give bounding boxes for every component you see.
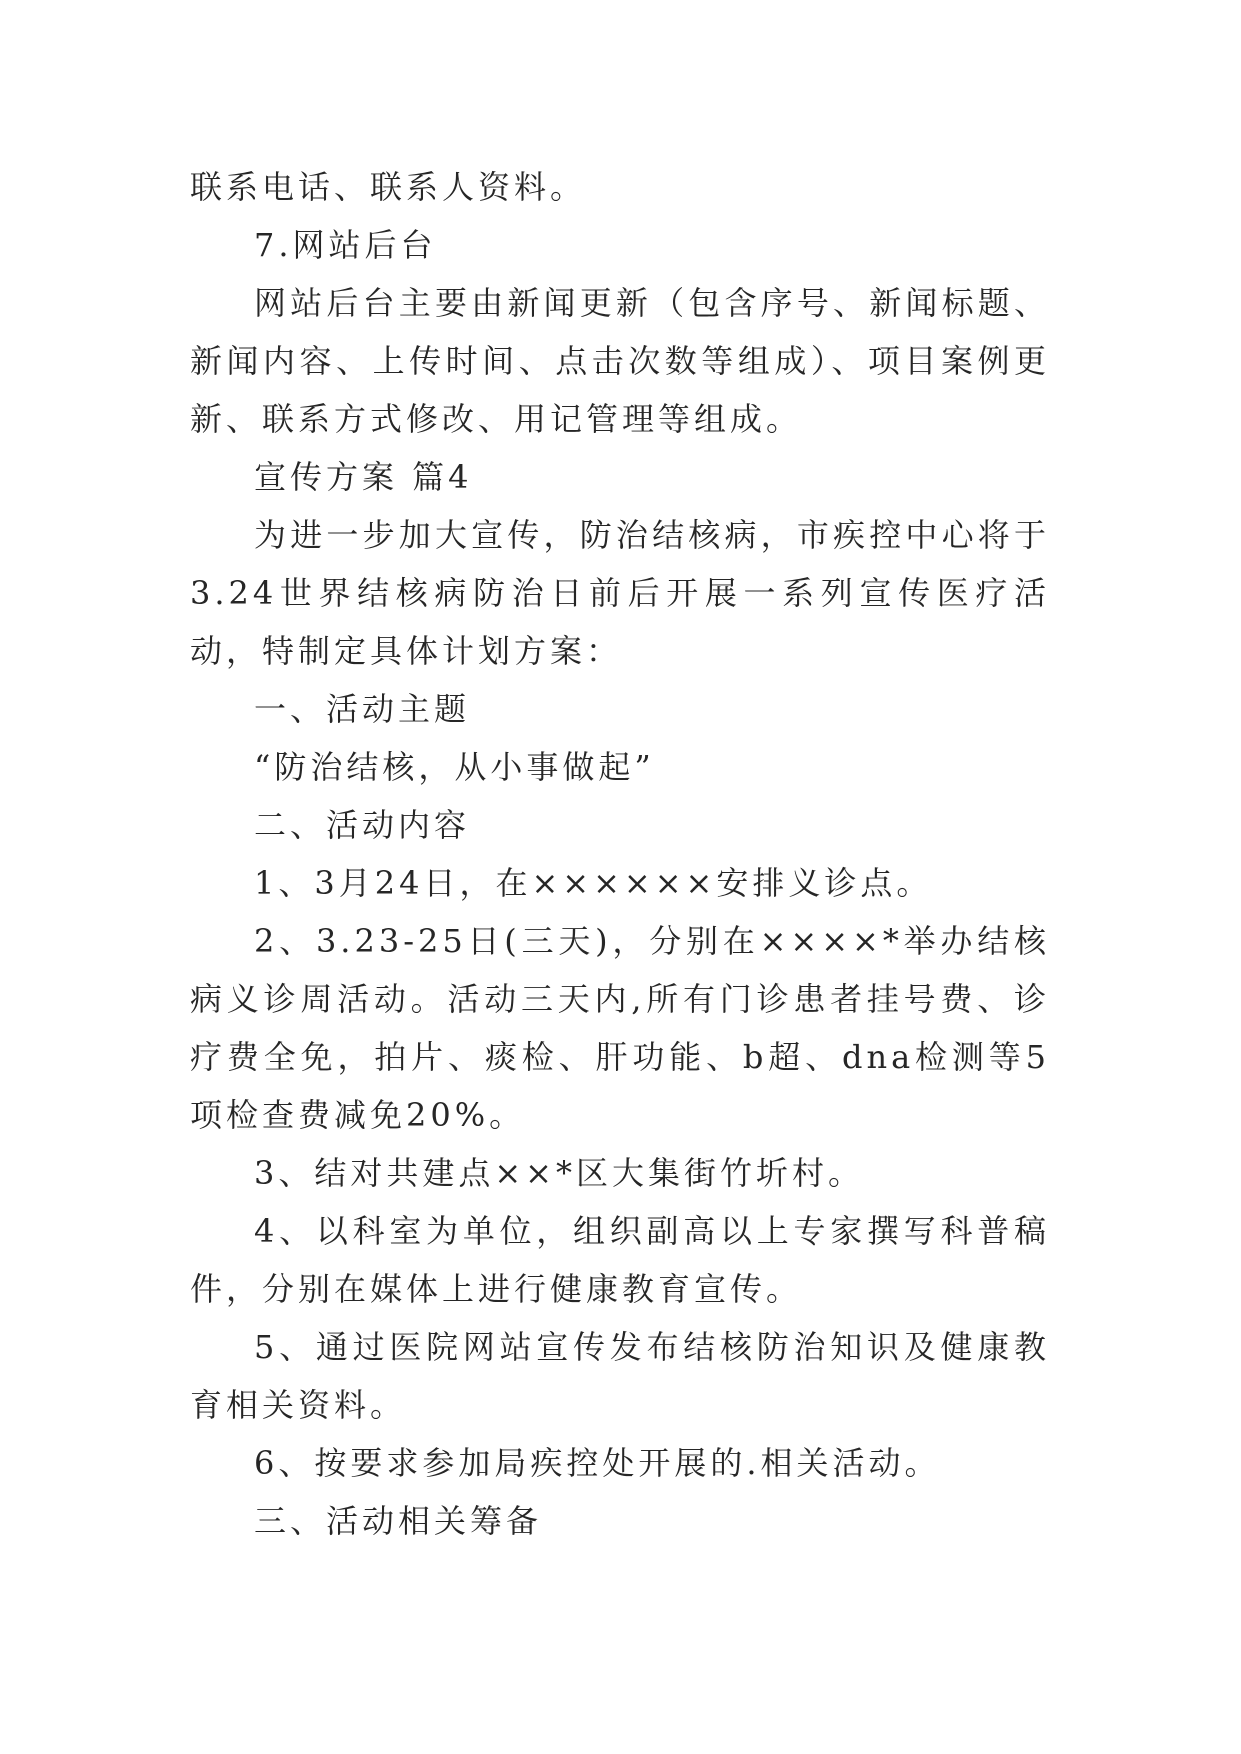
list-item-1: 1、3月24日，在××××××安排义诊点。: [254, 864, 933, 902]
heading-promotion-plan-4: 宣传方案 篇4: [254, 458, 473, 496]
heading-website-backend: 7.网站后台: [254, 226, 437, 264]
heading-activity-content: 二、活动内容: [254, 806, 471, 844]
heading-activity-theme: 一、活动主题: [254, 690, 471, 728]
document-body: [190, 158, 1050, 1550]
paragraph-contact-continuation: 联系电话、联系人资料。: [190, 168, 587, 206]
list-item-6: 6、按要求参加局疾控处开展的.相关活动。: [254, 1444, 941, 1482]
list-item-5: 5、通过医院网站宣传发布结核防治知识及健康教育相关资料。: [190, 1328, 1050, 1424]
paragraph-theme-slogan: “防治结核，从小事做起”: [254, 748, 655, 786]
list-item-2: 2、3.23-25日(三天)，分别在××××*举办结核病义诊周活动。活动三天内,所有门诊患者挂号费、诊疗费全免，拍片、痰检、肝功能、b超、dna检测等5项检查费减免20%。: [190, 922, 1050, 1134]
paragraph-intro: 为进一步加大宣传，防治结核病，市疾控中心将于3.24世界结核病防治日前后开展一系列宣传医疗活动，特制定具体计划方案：: [190, 516, 1050, 670]
list-item-3: 3、结对共建点××*区大集街竹圻村。: [254, 1154, 864, 1192]
paragraph-backend-description: 网站后台主要由新闻更新（包含序号、新闻标题、新闻内容、上传时间、点击次数等组成）、项目案例更新、联系方式修改、用记管理等组成。: [190, 284, 1050, 438]
list-item-4: 4、以科室为单位，组织副高以上专家撰写科普稿件，分别在媒体上进行健康教育宣传。: [190, 1212, 1050, 1308]
heading-activity-preparation: 三、活动相关筹备: [254, 1502, 543, 1540]
